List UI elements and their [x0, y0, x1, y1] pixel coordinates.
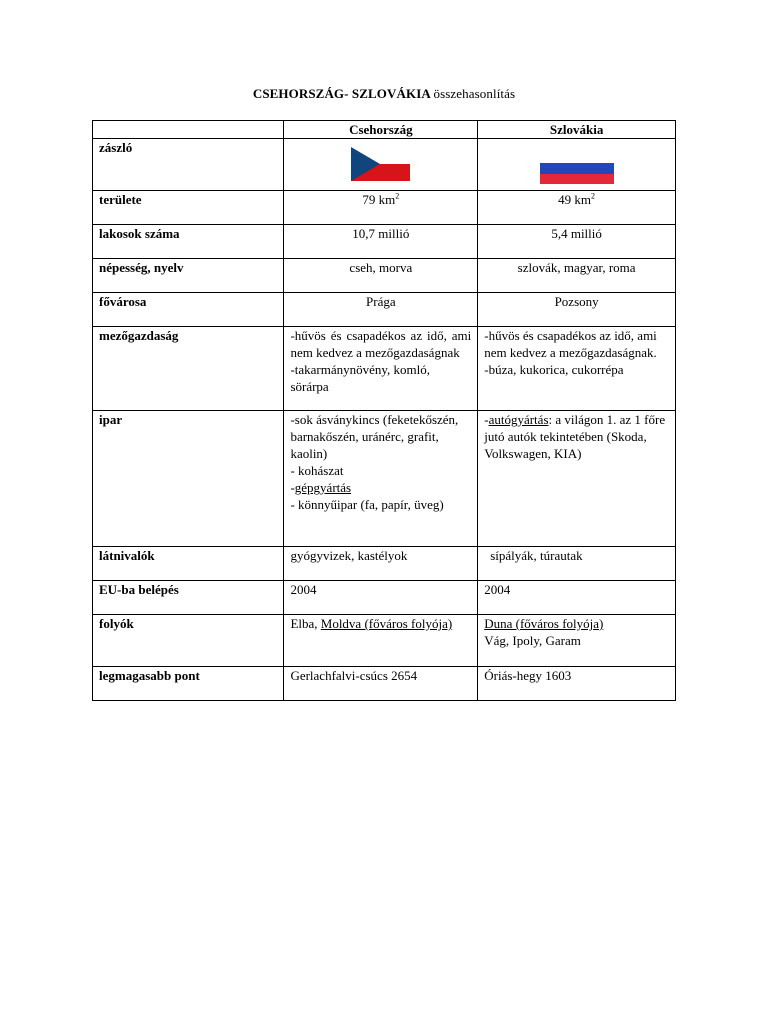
row-agriculture: [93, 327, 676, 411]
row-label: látnivalók: [93, 547, 284, 581]
cell-sk: sípályák, túrautak: [478, 547, 676, 581]
cell-sk: [478, 615, 676, 667]
cell-cz: [284, 327, 478, 411]
industry-cz-prefix: -: [290, 480, 295, 495]
title-bold: CSEHORSZÁG- SZLOVÁKIA: [252, 86, 431, 101]
row-eu: [93, 581, 676, 615]
row-label: zászló: [93, 139, 284, 191]
industry-cz-line-3: [290, 479, 471, 496]
cell-sk: [478, 191, 676, 225]
unit-sup-sk: 2: [591, 191, 596, 201]
industry-sk-underlined: autógyártás: [488, 412, 549, 427]
comparison-table: [92, 120, 676, 701]
row-label: lakosok száma: [93, 225, 284, 259]
cell-sk: 2004: [478, 581, 676, 615]
row-label: folyók: [93, 615, 284, 667]
rivers-sk-underlined: Duna (főváros folyója): [484, 616, 604, 631]
agriculture-cz-line-1: -hűvös és csapadékos az idő, ami nem kedvez a mezőgazdaságnak: [290, 328, 472, 360]
agriculture-sk-line-2: -búza, kukorica, cukorrépa: [484, 362, 624, 377]
cell-sk: [478, 327, 676, 411]
row-label: népesség, nyelv: [93, 259, 284, 293]
rivers-cz-underlined: Moldva (főváros folyója): [320, 616, 453, 631]
row-population: [93, 225, 676, 259]
industry-cz-line-2: - kohászat: [290, 463, 344, 478]
row-label: EU-ba belépés: [93, 581, 284, 615]
industry-cz-underlined: gépgyártás: [294, 480, 352, 495]
cell-sk: szlovák, magyar, roma: [478, 259, 676, 293]
area-value-cz: 79 km: [362, 192, 396, 207]
row-highest: [93, 667, 676, 701]
row-sights: [93, 547, 676, 581]
row-industry: [93, 411, 676, 547]
cell-sk: 5,4 millió: [478, 225, 676, 259]
industry-sk-rest: : a világon 1. az 1 főre jutó autók tekintetében (Skoda, Volkswagen, KIA): [484, 412, 666, 461]
cell-cz: cseh, morva: [284, 259, 478, 293]
row-people: [93, 259, 676, 293]
row-flag: [93, 139, 676, 191]
cell-sk: [478, 411, 676, 547]
agriculture-sk-line-1: -hűvös és csapadékos az idő, ami nem kedvez a mezőgazdaságnak.: [484, 328, 657, 360]
cell-cz: Gerlachfalvi-csúcs 2654: [284, 667, 478, 701]
slovak-flag-icon: [540, 153, 614, 184]
document-title: [0, 86, 768, 102]
row-label: legmagasabb pont: [93, 667, 284, 701]
row-label: ipar: [93, 411, 284, 547]
row-label: mezőgazdaság: [93, 327, 284, 411]
cell-cz: [284, 411, 478, 547]
flag-cell-sk: [478, 139, 676, 191]
rivers-cz-prefix: Elba,: [290, 616, 321, 631]
row-rivers: [93, 615, 676, 667]
cell-cz: Prága: [284, 293, 478, 327]
cell-cz: 10,7 millió: [284, 225, 478, 259]
header-cz: Csehország: [284, 121, 478, 139]
cell-cz: [284, 191, 478, 225]
title-rest: összehasonlítás: [433, 86, 516, 101]
agriculture-cz-line-2: -takarmánynövény, komló, sörárpa: [290, 362, 431, 394]
row-label: fővárosa: [93, 293, 284, 327]
row-label: területe: [93, 191, 284, 225]
cell-cz: [284, 615, 478, 667]
unit-sup-cz: 2: [395, 191, 400, 201]
header-sk: Szlovákia: [478, 121, 676, 139]
cell-sk: Pozsony: [478, 293, 676, 327]
row-area: [93, 191, 676, 225]
table-header-row: [93, 121, 676, 139]
industry-cz-line-1: -sok ásványkincs (feketekőszén, barnakőszén, uránérc, grafit, kaolin): [290, 412, 459, 461]
industry-cz-line-4: - könnyűipar (fa, papír, üveg): [290, 497, 444, 512]
flag-cell-cz: [284, 139, 478, 191]
cell-sk: Óriás-hegy 1603: [478, 667, 676, 701]
header-empty-cell: [93, 121, 284, 139]
cell-cz: 2004: [284, 581, 478, 615]
area-value-sk: 49 km: [558, 192, 592, 207]
industry-sk-prefix: -: [484, 412, 489, 427]
rivers-sk-rest: Vág, Ipoly, Garam: [484, 633, 581, 648]
row-capital: [93, 293, 676, 327]
czech-flag-icon: [351, 147, 410, 181]
cell-cz: gyógyvizek, kastélyok: [284, 547, 478, 581]
